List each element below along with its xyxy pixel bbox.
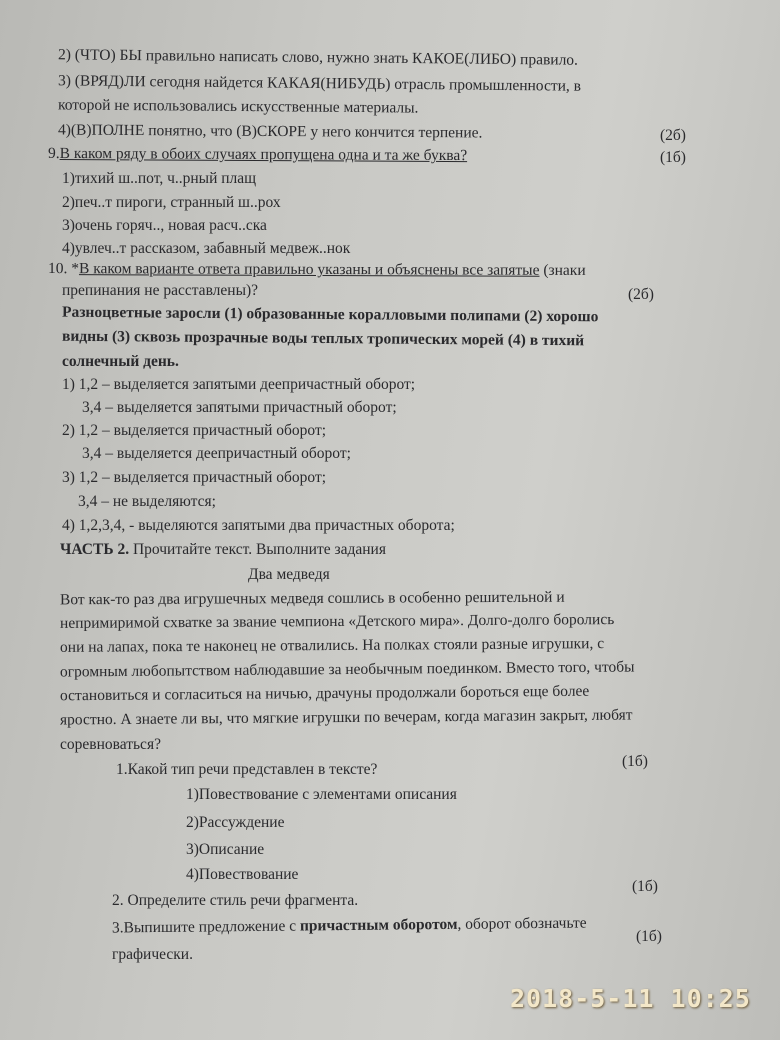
q10-points: (2б)	[628, 286, 654, 303]
task1-option-4: 4)Повествование	[186, 866, 299, 883]
q9-option-4: 4)увлеч..т рассказом, забавный медвеж..нок	[62, 240, 351, 257]
q10-option-3a: 3) 1,2 – выделяется причастный оборот;	[62, 469, 327, 486]
task1-points: (1б)	[622, 753, 648, 770]
q10-text-rest: (знаки	[539, 261, 586, 279]
q10-option-1a: 1) 1,2 – выделяется запятыми деепричастный оборот;	[62, 376, 416, 393]
part2-label: ЧАСТЬ 2.	[60, 541, 130, 558]
q10-option-1b: 3,4 – выделяется запятыми причастный оборот;	[82, 399, 397, 416]
q9-option-1: 1)тихий ш..пот, ч..рный плащ	[62, 170, 257, 187]
q10-option-2b: 3,4 – выделяется деепричастный оборот;	[82, 445, 351, 462]
task1-option-1: 1)Повествование с элементами описания	[186, 786, 457, 803]
task3-text-post: , оборот обозначьте	[457, 914, 587, 933]
q8-points: (2б)	[660, 127, 686, 144]
q10-question-line2: препинания не расставлены)?	[62, 282, 259, 299]
part2-heading	[60, 540, 386, 560]
q9-points: (1б)	[660, 149, 686, 166]
task1-option-2: 2)Рассуждение	[186, 814, 285, 831]
text-line-5: остановиться и согласиться на ничью, драчуны продолжали бороться еще более	[59, 682, 590, 705]
q9-number: 9.	[47, 144, 60, 162]
q9-text: В каком ряду в обоих случаях пропущена одна и та же буква?	[59, 144, 468, 165]
text-line-4: огромным любопытством наблюдавшие за необычным поединком. Вместо того, чтобы	[59, 658, 635, 681]
q9-option-2: 2)печ..т пироги, странный ш..рох	[62, 194, 281, 211]
text-line-2: непримиримой схватке за звание чемпиона «Детского мира». Долго-долго боролись	[59, 611, 615, 632]
text-title: Два медведя	[248, 566, 330, 583]
task1-question: 1.Какой тип речи представлен в тексте?	[116, 761, 378, 778]
task2-points: (1б)	[632, 878, 658, 895]
text-line-6: яростно. А знаете ли вы, что мягкие игрушки по вечерам, когда магазин закрыт, любят	[59, 706, 633, 729]
q9-question	[48, 144, 467, 166]
q10-question	[48, 259, 586, 281]
q10-sentence-line3: солнечный день.	[62, 353, 179, 370]
task3-text-pre: 3.Выпишите предложение с	[111, 917, 301, 937]
q10-number: 10. *	[47, 260, 80, 278]
q8-option-3-line2: которой не использовались искусственные материалы.	[57, 96, 419, 117]
text-line-3: они на лапах, пока те наконец не отвалились. На полках стояли разные игрушки, с	[59, 635, 605, 656]
q10-sentence-line2: видны (3) сквозь прозрачные воды теплых тропических морей (4) в тихий	[61, 327, 585, 350]
task3-question-line2: графически.	[112, 946, 193, 963]
part2-instruction: Прочитайте текст. Выполните задания	[129, 541, 386, 558]
task1-option-3: 3)Описание	[186, 841, 265, 858]
text-line-7: соревноваться?	[60, 736, 161, 753]
text-line-1: Вот как-то раз два игрушечных медведя сошлись в особенно решительной и	[59, 588, 565, 609]
q10-text: В каком варианте ответа правильно указаны и объяснены все запятые	[78, 260, 540, 279]
task3-points: (1б)	[636, 928, 662, 945]
q10-sentence-line1: Разноцветные заросли (1) образованные коралловыми полипами (2) хорошо	[61, 303, 599, 326]
q10-option-2a: 2) 1,2 – выделяется причастный оборот;	[62, 422, 327, 439]
q8-option-3-line1: 3) (ВРЯД)ЛИ сегодня найдется КАКАЯ(НИБУДЬ) отрасль промышленности, в	[57, 72, 582, 95]
photo-timestamp: 2018-5-11 10:25	[510, 984, 751, 1013]
task3-question	[112, 914, 587, 939]
q10-option-3b: 3,4 – не выделяются;	[78, 493, 216, 510]
task2-question: 2. Определите стиль речи фрагмента.	[112, 892, 359, 909]
q8-option-2: 2) (ЧТО) БЫ правильно написать слово, нужно знать КАКОЕ(ЛИБО) правило.	[57, 46, 579, 69]
task3-text-bold: причастным оборотом	[299, 915, 458, 935]
q10-option-4: 4) 1,2,3,4, - выделяются запятыми два причастных оборота;	[62, 517, 455, 534]
q8-option-4: 4)(В)ПОЛНЕ понятно, что (В)СКОРЕ у него кончится терпение.	[57, 121, 483, 142]
q9-option-3: 3)очень горяч.., новая расч..ска	[62, 217, 267, 234]
